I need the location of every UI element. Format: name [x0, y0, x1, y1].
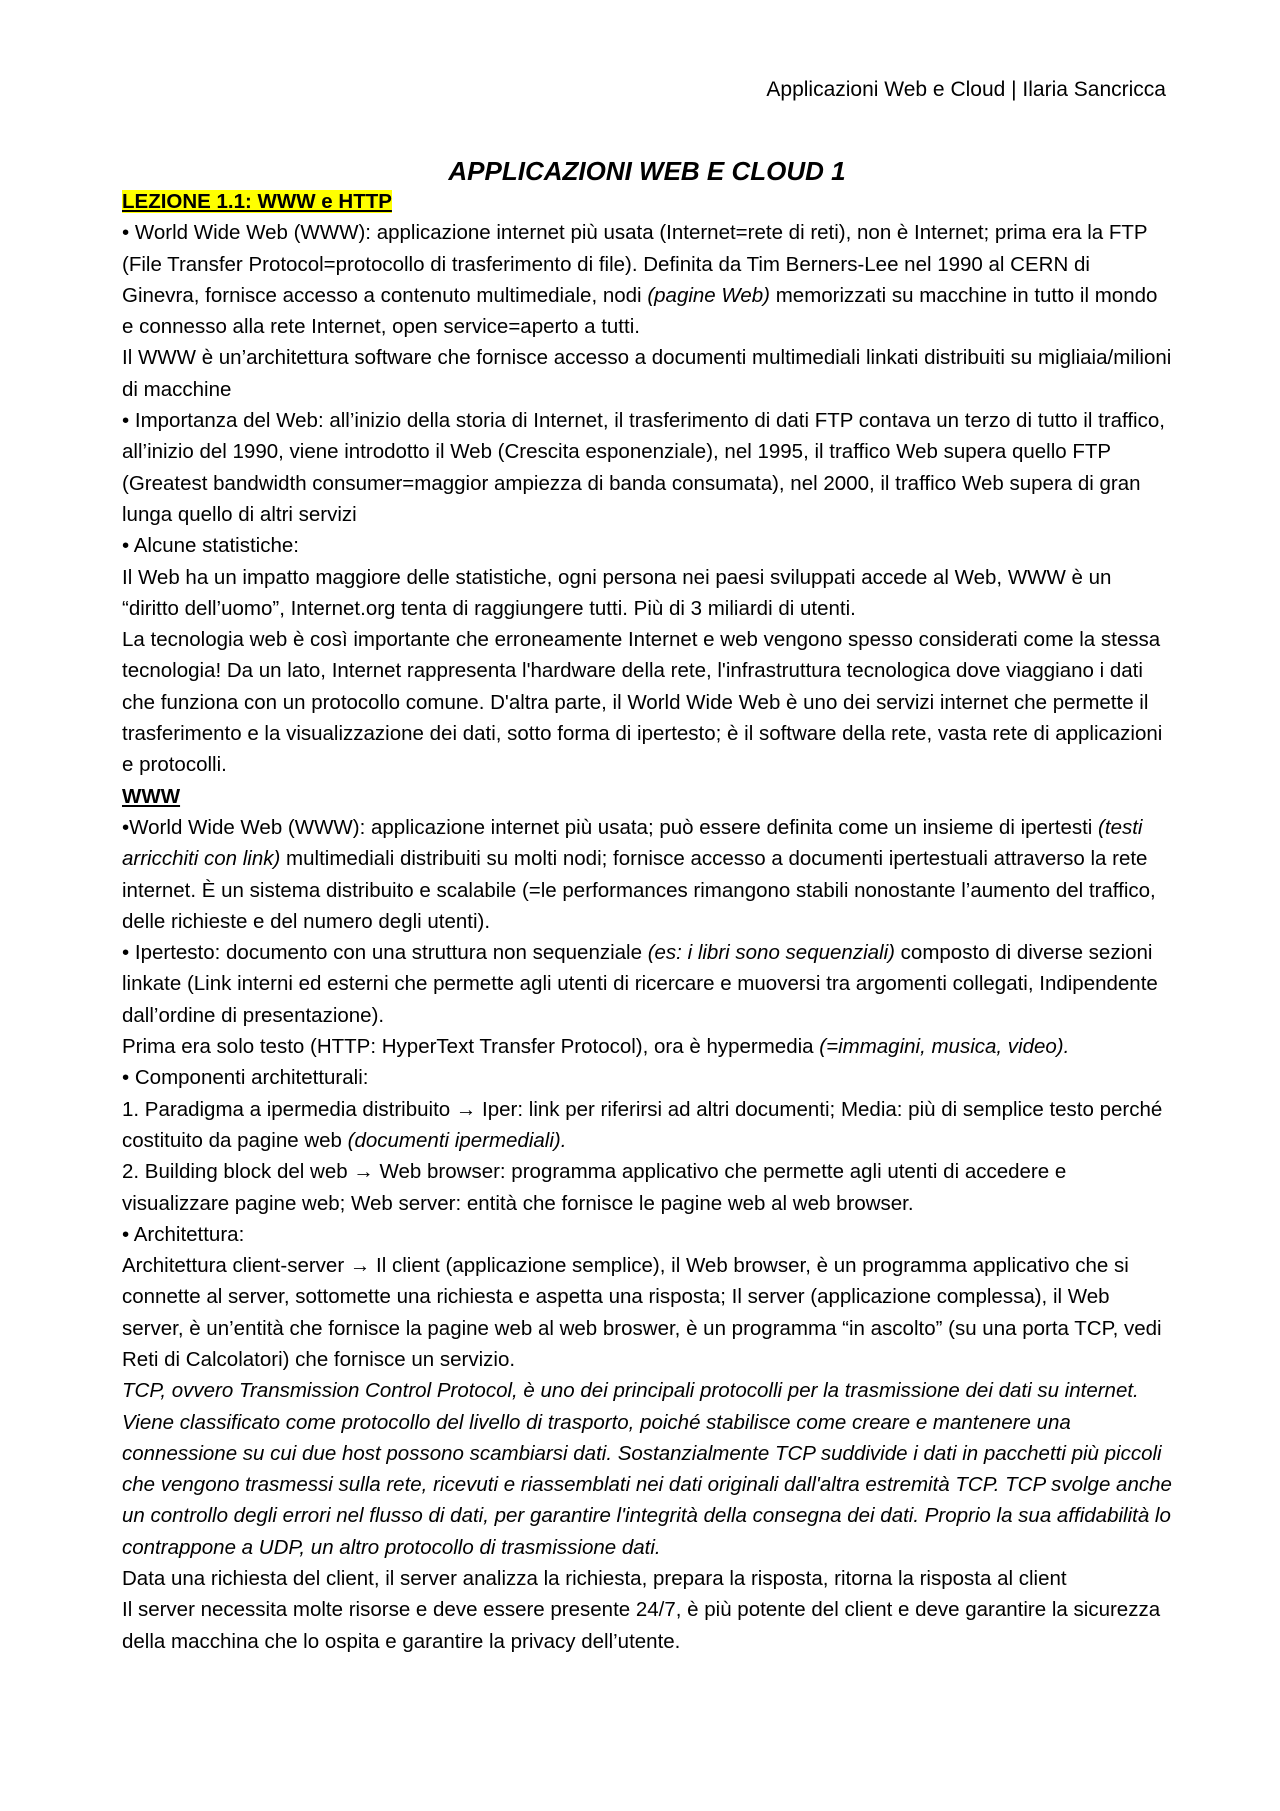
- lesson-heading-text: LEZIONE 1.1: WWW e HTTP: [122, 190, 392, 213]
- paragraph-architecture-heading: • Architettura:: [122, 1222, 245, 1246]
- paragraph-hypermedia: [122, 1031, 1172, 1062]
- paragraph-ipertesto: [122, 937, 1172, 1031]
- paragraph-www-architecture: Il WWW è un’architettura software che fornisce accesso a documenti multimediali linkati distribuiti su migliaia/milioni di macchine: [122, 346, 1172, 401]
- italic-run: (pagine Web): [647, 283, 771, 307]
- text-run: •World Wide Web (WWW): applicazione internet più usata; può essere definita come un insieme di ipertesti: [122, 815, 1099, 839]
- paragraph-request-flow: Data una richiesta del client, il server analizza la richiesta, prepara la risposta, ritorna la risposta al client: [122, 1567, 1067, 1591]
- paragraph-statistics: Il Web ha un impatto maggiore delle statistiche, ogni persona nei paesi sviluppati accede al Web, WWW è un “diritto dell’uomo”, Internet.org tenta di raggiungere tutti. Più di 3 miliardi di utenti.: [122, 565, 1112, 620]
- text-run: memorizzati su macchine in tutto il mondo e connesso alla rete Internet, open service=aperto a tutti.: [122, 283, 1158, 339]
- italic-run: (=immagini, musica, video).: [819, 1035, 1070, 1059]
- italic-run: (es: i libri sono sequenziali): [647, 941, 895, 965]
- document-body: [122, 150, 1172, 1657]
- paragraph-www-definition: [122, 217, 1172, 342]
- text-run: multimediali distribuiti su molti nodi; fornisce accesso a documenti ipertestuali attraverso la rete internet. È un sistema distribuito e scalabile (=le performances rimangono stabili nonostante l’aumento del traffico, delle richieste e del numero degli utenti).: [122, 847, 1156, 933]
- paragraph-www-hypertext: [122, 812, 1172, 937]
- italic-run: (testi arricchiti con link): [122, 815, 1143, 871]
- paragraph-components-heading: • Componenti architetturali:: [122, 1066, 369, 1090]
- text-run: 1. Paradigma a ipermedia distribuito → Iper: link per riferirsi ad altri documenti; Media: più di semplice testo perché costituito da pagine web: [122, 1097, 1163, 1152]
- paragraph-statistics-heading: • Alcune statistiche:: [122, 534, 299, 558]
- text-run: composto di diverse sezioni linkate (Link interni ed esterni che permette agli utenti di ricercare e muoversi tra argomenti collegati, Indipendente dall’ordine di presentazione).: [122, 941, 1158, 1027]
- paragraph-web-importance: • Importanza del Web: all’inizio della storia di Internet, il trasferimento di dati FTP contava un terzo di tutto il traffico, all’inizio del 1990, viene introdotto il Web (Crescita esponenziale), nel 1995, il traffico Web supera quello FTP (Greatest bandwidth consumer=maggior ampiezza di banda consumata), nel 2000, il traffico Web supera di gran lunga quello di altri servizi: [122, 409, 1165, 526]
- section-heading-www-text: WWW: [122, 784, 181, 808]
- paragraph-server-requirements: Il server necessita molte risorse e deve essere presente 24/7, è più potente del client e deve garantire la sicurezza della macchina che lo ospita e garantire la privacy dell’utente.: [122, 1598, 1161, 1653]
- text-run: • Ipertesto: documento con una struttura non sequenziale: [122, 941, 648, 965]
- paragraph-paradigm: [122, 1094, 1172, 1157]
- text-run: • World Wide Web (WWW): applicazione internet più usata (Internet=rete di reti), non è Internet; prima era la FTP (File Transfer Protocol=protocollo di trasferimento di file). Definita da Tim Berners-Lee nel 1990 al CERN di Ginevra, fornisce accesso a contenuto multimediale, nodi: [122, 221, 1148, 307]
- document-title: APPLICAZIONI WEB E CLOUD 1: [448, 156, 846, 186]
- paragraph-client-server: Architettura client-server → Il client (applicazione semplice), il Web browser, è un programma applicativo che si connette al server, sottomette una richiesta e aspetta una risposta; Il server (applicazione complessa), il Web server, è un’entità che fornisce la pagine web al web broswer, è un programma “in ascolto” (su una porta TCP, vedi Reti di Calcolatori) che fornisce un servizio.: [122, 1254, 1162, 1371]
- italic-run: (documenti ipermediali).: [347, 1128, 567, 1152]
- paragraph-building-block: 2. Building block del web → Web browser: programma applicativo che permette agli utenti di accedere e visualizzare pagine web; Web server: entità che fornisce le pagine web al web browser.: [122, 1160, 1067, 1215]
- paragraph-internet-vs-web: La tecnologia web è così importante che erroneamente Internet e web vengono spesso considerati come la stessa tecnologia! Da un lato, Internet rappresenta l'hardware della rete, l'infrastruttura tecnologica dove viaggiano i dati che funziona con un protocollo comune. D'altra parte, il World Wide Web è uno dei servizi internet che permette il trasferimento e la visualizzazione dei dati, sotto forma di ipertesto; è il software della rete, vasta rete di applicazioni e protocolli.: [122, 628, 1163, 777]
- text-run: Prima era solo testo (HTTP: HyperText Transfer Protocol), ora è hypermedia: [122, 1035, 820, 1059]
- section-heading-www: [122, 781, 1172, 812]
- paragraph-tcp: TCP, ovvero Transmission Control Protocol, è uno dei principali protocolli per la trasmissione dei dati su internet. Viene classificato come protocollo del livello di trasporto, poiché stabilisce come creare e mantenere una connessione su cui due host possono scambiarsi dati. Sostanzialmente TCP suddivide i dati in pacchetti più piccoli che vengono trasmessi sulla rete, ricevuti e riassemblati nei dati originali dall'altra estremità TCP. TCP svolge anche un controllo degli errori nel flusso di dati, per garantire l'integrità della consegna dei dati. Proprio la sua affidabilità lo contrappone a UDP, un altro protocollo di trasmissione dati.: [122, 1379, 1172, 1559]
- page-header: Applicazioni Web e Cloud | Ilaria Sancricca: [766, 78, 1166, 101]
